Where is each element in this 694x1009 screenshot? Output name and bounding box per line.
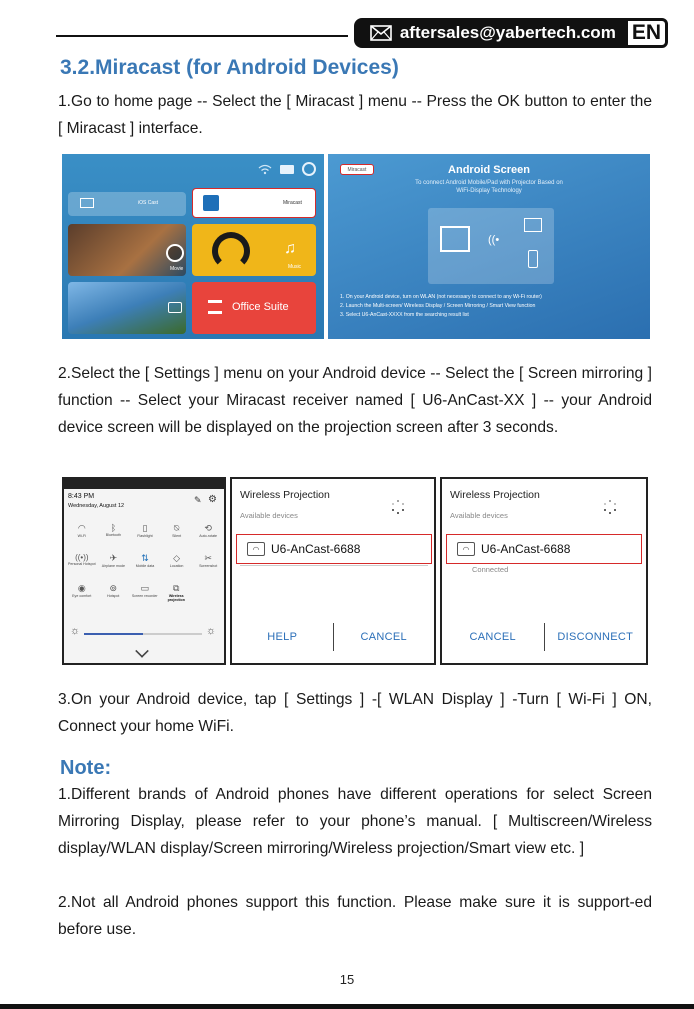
android-screen-image: [328, 154, 650, 339]
record-icon: ▭: [140, 583, 149, 593]
signal-icon: ((•: [488, 234, 500, 246]
qs-tile[interactable]: ⧉ Wireless projection: [161, 583, 193, 602]
page-number: 15: [339, 972, 355, 987]
help-button[interactable]: HELP: [267, 631, 298, 643]
qs-row-3: [66, 583, 192, 602]
headphones-icon: [212, 232, 250, 270]
phone-time: 8:43 PM: [68, 493, 95, 500]
music-note-icon: ♫: [284, 240, 296, 257]
step-3-text: 3.On your Android device, tap [ Settings ] -[ WLAN Display ] -Turn [ Wi-Fi ] ON, Connect your home WiFi.: [58, 691, 652, 735]
connection-status: Connected: [472, 565, 509, 574]
device-item[interactable]: [446, 534, 642, 564]
miracast-icon: [203, 195, 219, 211]
tile-ios-cast[interactable]: iOS Cast: [68, 192, 186, 216]
brightness-slider[interactable]: [84, 633, 202, 635]
email-badge: [354, 18, 626, 48]
bottom-rule: [0, 1004, 694, 1009]
wireless-projection-icon: ⧉: [173, 583, 180, 593]
projector-screen-icon: [440, 226, 470, 252]
usb-icon: [280, 165, 294, 174]
loading-spinner-icon: [602, 499, 618, 515]
qs-tile[interactable]: ▯ Flashlight: [129, 523, 161, 538]
instruction-1: 1. On your Android device, turn on WLAN (not necessary to connect to any Wi-Fi router): [340, 294, 542, 300]
bluetooth-icon: ᛒ: [110, 523, 117, 533]
hotspot-2-icon: ⊚: [109, 583, 118, 593]
phone-wireless-projection-list: [230, 477, 436, 665]
tile-movie[interactable]: Movie: [68, 224, 186, 276]
qs-tile[interactable]: ✈ Airplane mode: [98, 553, 130, 568]
status-bar: [64, 479, 224, 489]
mobile-data-icon: ⇅: [141, 553, 149, 563]
language-badge: EN: [625, 18, 668, 48]
divider: [240, 565, 428, 566]
qs-tile[interactable]: ⊚ Hotspot: [98, 583, 130, 602]
play-icon: [166, 244, 184, 262]
header-rule: [56, 35, 348, 37]
cancel-button[interactable]: CANCEL: [360, 631, 407, 643]
device-item[interactable]: [236, 534, 432, 564]
step-1-text: 1.Go to home page -- Select the [ Miracast ] menu -- Press the OK button to enter the [ Miracast ] interface.: [58, 93, 652, 137]
eye-icon: ◉: [77, 583, 86, 593]
instruction-2: 2. Launch the Multi-screen/ Wireless Display / Screen Mirroring / Smart View function: [340, 303, 536, 309]
tile-office-suite[interactable]: Office Suite: [192, 282, 316, 334]
qs-tile[interactable]: ◠ Wi-Fi: [66, 523, 98, 538]
envelope-icon: [370, 25, 392, 41]
cancel-button[interactable]: CANCEL: [469, 631, 516, 643]
home-screen-image: [62, 154, 324, 339]
loading-spinner-icon: [390, 499, 406, 515]
phone-wireless-projection-connected: [440, 477, 648, 665]
step-2-text: 2.Select the [ Settings ] menu on your Android device -- Select the [ Screen mirroring ] function -- Select your Miracast receiver named [ U6-AnCast-XX ] -- your Android device screen will be displayed on the projection screen after 3 seconds.: [58, 365, 652, 436]
edit-icon: ✎: [194, 495, 202, 505]
phone-quick-settings: [62, 477, 226, 665]
qs-tile[interactable]: ◉ Eye comfort: [66, 583, 98, 602]
wifi-signal-icon: ◠: [247, 542, 265, 556]
brightness-low-icon: ☼: [70, 625, 81, 637]
qs-tile[interactable]: ((•)) Personal Hotspot: [66, 553, 98, 568]
camera-icon: [168, 302, 182, 313]
flashlight-icon: ▯: [142, 523, 148, 533]
airplane-icon: ✈: [109, 553, 118, 563]
note-title: Note:: [60, 757, 112, 779]
location-icon: ◇: [173, 553, 181, 563]
wp-buttons: [442, 623, 646, 651]
gear-icon: [302, 162, 316, 176]
wp-title: Wireless Projection: [240, 489, 330, 501]
email-text: aftersales@yabertech.com: [399, 23, 616, 42]
qs-tile[interactable]: ✂ Screenshot: [192, 553, 224, 568]
header-badge: [354, 18, 668, 48]
note-1-text: 1.Different brands of Android phones have different operations for select Screen Mirroring Display, please refer to your phone’s manual. [ Multiscreen/Wireless display/WLAN display/Screen mirroring/Wireless projection/Smart view etc. ]: [58, 786, 652, 857]
android-screen-subtitle-1: To connect Android Mobile/Pad with Projector Based on: [415, 180, 563, 186]
device-name: U6-AnCast-6688: [481, 542, 571, 556]
tablet-icon: [524, 218, 542, 232]
tile-miracast[interactable]: Miracast: [192, 188, 316, 218]
brightness-high-icon: ☼: [206, 625, 217, 637]
device-name: U6-AnCast-6688: [271, 542, 361, 556]
wp-subtitle: Available devices: [450, 511, 508, 520]
hotspot-icon: ((•)): [75, 553, 89, 562]
phone-icon: [528, 250, 538, 268]
qs-tile[interactable]: ⟲ Auto-rotate: [192, 523, 224, 538]
office-icon: [208, 300, 222, 314]
qs-row-1: [66, 523, 224, 538]
tile-music[interactable]: ♫ Music: [192, 224, 316, 276]
phone-date: Wednesday, August 12: [68, 503, 125, 509]
screenshot-icon: ✂: [204, 553, 212, 563]
section-title: 3.2.Miracast (for Android Devices): [60, 56, 399, 79]
projection-illustration: [428, 208, 554, 284]
android-screen-title: Android Screen: [448, 164, 530, 176]
silent-icon: ⍉: [173, 523, 180, 533]
qs-tile[interactable]: ⇅ Mobile data: [129, 553, 161, 568]
wp-title: Wireless Projection: [450, 489, 540, 501]
qs-tile[interactable]: ⍉ Silent: [161, 523, 193, 538]
note-2-text: 2.Not all Android phones support this function. Please make sure it is support-ed before use.: [58, 894, 652, 938]
tile-gallery[interactable]: [68, 282, 186, 334]
instruction-3: 3. Select U6-AnCast-XXXX from the searching result list: [340, 312, 469, 318]
wifi-icon: ◠: [77, 523, 86, 533]
qs-tile[interactable]: ᛒ Bluetooth: [98, 523, 130, 538]
qs-row-2: [66, 553, 224, 568]
wifi-signal-icon: ◠: [457, 542, 475, 556]
wp-subtitle: Available devices: [240, 511, 298, 520]
android-screen-subtitle-2: WiFi-Display Technology: [456, 188, 522, 194]
miracast-badge: Miracast: [340, 164, 374, 175]
qs-tile[interactable]: ◇ Location: [161, 553, 193, 568]
cast-icon: [80, 198, 94, 208]
rotate-icon: ⟲: [204, 523, 212, 533]
chevron-down-icon[interactable]: [135, 644, 149, 658]
disconnect-button[interactable]: DISCONNECT: [557, 631, 634, 643]
settings-gear-icon: ⚙: [208, 494, 217, 505]
wifi-icon: [258, 164, 272, 178]
qs-tile[interactable]: ▭ Screen recorder: [129, 583, 161, 602]
wp-buttons: [232, 623, 434, 651]
